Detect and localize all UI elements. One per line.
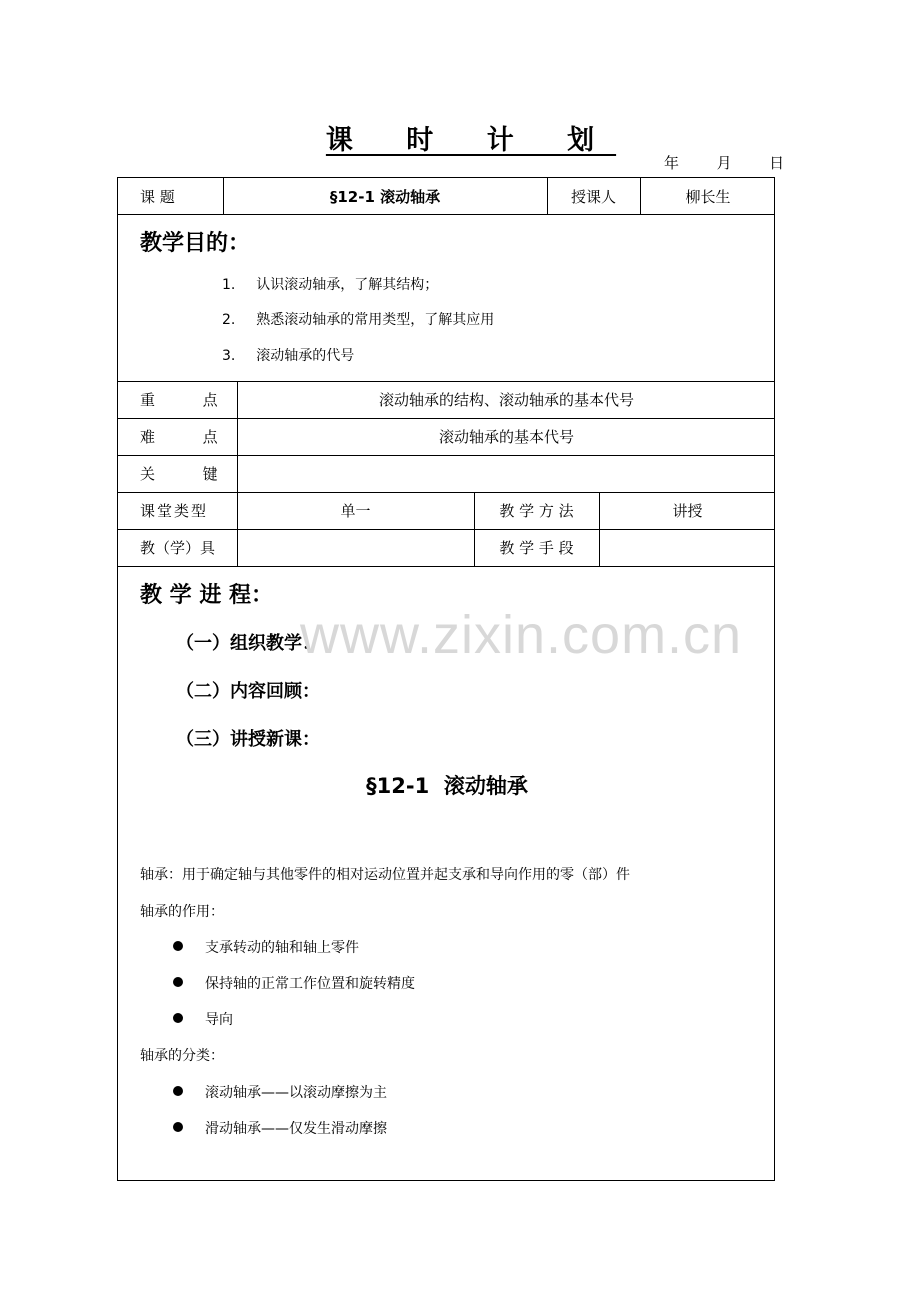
objective-item: 3. 滚动轴承的代号 xyxy=(222,348,355,364)
role-item: 保持轴的正常工作位置和旋转精度 xyxy=(205,976,415,992)
method-value: 讲授 xyxy=(672,502,703,520)
month-label: 月 xyxy=(716,154,732,172)
year-label: 年 xyxy=(664,154,680,172)
bullet-icon xyxy=(173,941,183,951)
bullet-icon xyxy=(173,1086,183,1096)
day-label: 日 xyxy=(769,154,785,172)
topic-label: 课 题 xyxy=(140,187,175,206)
key-value xyxy=(237,455,776,492)
process-step: （一）组织教学： xyxy=(176,633,320,654)
tools-label: 教（学）具 xyxy=(140,539,216,557)
tools-value xyxy=(237,529,474,566)
class-heading: 轴承的分类： xyxy=(140,1048,224,1064)
focus-label: 重 点 xyxy=(140,391,218,409)
objective-item: 1. 认识滚动轴承，了解其结构； xyxy=(222,277,439,293)
page-title: 课 时 计 划 xyxy=(325,125,617,156)
key-label: 关 键 xyxy=(140,465,218,483)
role-item: 支承转动的轴和轴上零件 xyxy=(205,940,359,956)
bearing-definition: 轴承：用于确定轴与其他零件的相对运动位置并起支承和导向作用的零（部）件 xyxy=(140,867,630,883)
difficulty-value: 滚动轴承的基本代号 xyxy=(438,428,574,446)
process-step: （三）讲授新课： xyxy=(176,729,320,750)
topic-value: §12-1 滚动轴承 xyxy=(329,187,441,206)
class-type-label: 课堂类型 xyxy=(140,502,209,520)
teacher-label: 授课人 xyxy=(570,187,616,206)
process-heading: 教 学 进 程： xyxy=(140,583,273,608)
lesson-plan-table xyxy=(117,177,775,1181)
difficulty-label: 难 点 xyxy=(140,428,218,446)
objectives-heading: 教学目的： xyxy=(140,231,251,256)
bullet-icon xyxy=(173,1122,183,1132)
bullet-icon xyxy=(173,977,183,987)
class-item: 滚动轴承——以滚动摩擦为主 xyxy=(205,1085,387,1101)
means-value xyxy=(599,529,776,566)
means-label: 教 学 手 段 xyxy=(499,539,574,557)
process-step: （二）内容回顾： xyxy=(176,681,320,702)
date-line xyxy=(664,152,784,173)
focus-value: 滚动轴承的结构、滚动轴承的基本代号 xyxy=(378,391,634,409)
watermark: www.zixin.com.cn xyxy=(300,605,743,665)
teacher-value: 柳长生 xyxy=(685,187,731,206)
bullet-icon xyxy=(173,1013,183,1023)
class-type-value: 单一 xyxy=(340,502,371,520)
section-heading: §12-1 滚动轴承 xyxy=(366,774,528,798)
method-label: 教 学 方 法 xyxy=(499,502,574,520)
role-item: 导向 xyxy=(205,1012,233,1028)
objective-item: 2. 熟悉滚动轴承的常用类型，了解其应用 xyxy=(222,312,495,328)
class-item: 滑动轴承——仅发生滑动摩擦 xyxy=(205,1121,387,1137)
role-heading: 轴承的作用： xyxy=(140,904,224,920)
